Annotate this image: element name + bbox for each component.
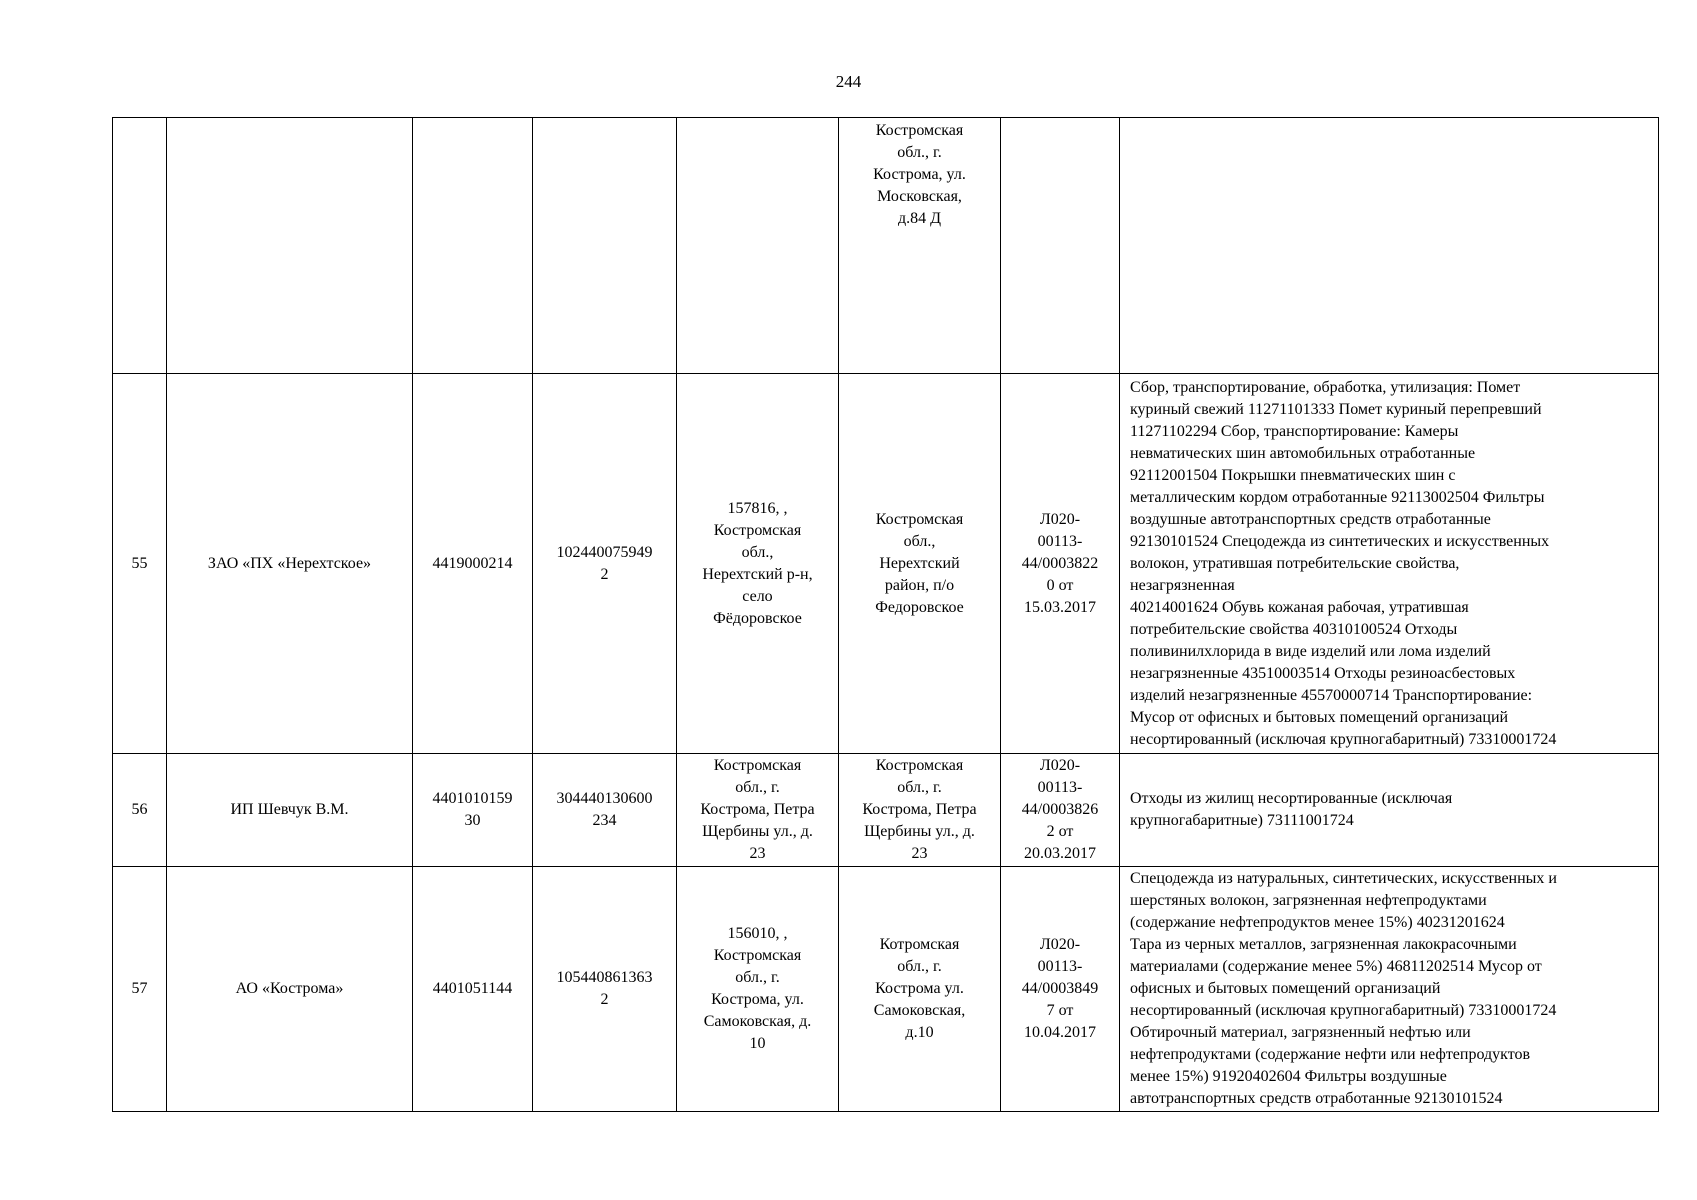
waste-line: невматических шин автомобильных отработанные — [1130, 444, 1476, 462]
address-line: 156010, , — [727, 925, 788, 942]
ogrn-line: 234 — [592, 812, 617, 829]
address-line: Котромская — [879, 936, 960, 953]
waste-line: Отходы из жилищ несортированные (исключая — [1130, 790, 1453, 807]
waste-line: Спецодежда из натуральных, синтетических, искусственных и — [1130, 870, 1557, 887]
license-line: 44/0003822 — [1021, 554, 1099, 572]
waste-types-cell — [1120, 118, 1659, 374]
waste-line: Тара из черных металлов, загрязненная лакокрасочными — [1130, 936, 1517, 953]
license-registry-table — [112, 117, 1659, 1112]
waste-line: Сбор, транспортирование, обработка, утилизация: Помет — [1130, 378, 1521, 396]
license-cell — [1001, 754, 1120, 867]
activity-address-cell — [839, 867, 1001, 1112]
waste-line: воздушные автотранспортных средств отработанные — [1130, 510, 1491, 528]
activity-address-cell — [839, 754, 1001, 867]
address-line: д.10 — [905, 1024, 934, 1041]
row-number-cell: 55 — [113, 374, 167, 754]
legal-address-cell — [677, 754, 839, 867]
ogrn-line: 2 — [600, 991, 609, 1008]
organization-name-cell: АО «Кострома» — [167, 867, 413, 1112]
license-line: 20.03.2017 — [1024, 845, 1096, 862]
license-line: 00113- — [1037, 532, 1083, 550]
address-line: обл., г. — [897, 779, 942, 796]
waste-line: шерстяных волокон, загрязненная нефтепродуктами — [1130, 892, 1487, 909]
address-line: обл., г. — [897, 144, 942, 161]
address-line: Щербины ул., д. — [702, 823, 813, 840]
row-number-cell: 57 — [113, 867, 167, 1112]
waste-line: металлическим кордом отработанные 92113002504 Фильтры — [1130, 488, 1545, 506]
waste-line: менее 15%) 91920402604 Фильтры воздушные — [1130, 1068, 1447, 1085]
waste-line: материалами (содержание менее 5%) 46811202514 Мусор от — [1130, 958, 1542, 975]
address-line: обл., г. — [735, 779, 780, 796]
organization-name-cell — [167, 118, 413, 374]
address-line: обл., — [903, 532, 936, 550]
waste-line: изделий незагрязненные 45570000714 Транспортирование: — [1130, 686, 1533, 704]
address-line: Костромская — [875, 122, 964, 139]
ogrn-line: 2 — [600, 565, 609, 583]
address-line: Фёдоровское — [713, 609, 802, 627]
license-line: 0 от — [1046, 576, 1074, 594]
waste-line: крупногабаритные) 73111001724 — [1130, 812, 1354, 829]
ogrn-line: 105440861363 — [556, 969, 653, 986]
ogrn-cell — [533, 374, 677, 754]
address-line: Московская, — [877, 188, 962, 205]
organization-name-cell: ЗАО «ПХ «Нерехтское» — [167, 374, 413, 754]
license-line: 44/0003849 — [1021, 980, 1099, 997]
address-line: Щербины ул., д. — [864, 823, 975, 840]
waste-line: автотранспортных средств отработанные 92130101524 — [1130, 1090, 1503, 1107]
waste-line: офисных и бытовых помещений организаций — [1130, 980, 1441, 997]
license-line: Л020- — [1039, 936, 1081, 953]
address-line: Костромская — [713, 757, 802, 774]
legal-address-cell — [677, 374, 839, 754]
inn-cell: 4419000214 — [413, 374, 533, 754]
address-line: Кострома, ул. — [873, 166, 966, 183]
waste-line: 11271102294 Сбор, транспортирование: Камеры — [1130, 422, 1459, 440]
address-line: обл., г. — [735, 969, 780, 986]
address-line: обл., — [741, 543, 774, 561]
waste-types-cell — [1120, 867, 1659, 1112]
address-line: Нерехтский р-н, — [702, 565, 813, 583]
waste-line: 40214001624 Обувь кожаная рабочая, утратившая — [1130, 598, 1469, 616]
address-line: 10 — [749, 1035, 766, 1052]
address-line: 157816, , — [727, 499, 788, 517]
row-number-cell: 56 — [113, 754, 167, 867]
address-line: Костромская — [875, 757, 964, 774]
license-line: Л020- — [1039, 757, 1081, 774]
waste-line: Мусор от офисных и бытовых помещений организаций — [1130, 708, 1509, 726]
waste-types-cell — [1120, 374, 1659, 754]
address-line: Нерехтский — [879, 554, 960, 572]
activity-address-cell — [839, 118, 1001, 374]
row-number-cell — [113, 118, 167, 374]
table-row — [113, 754, 1659, 867]
inn-line: 4401010159 — [432, 790, 513, 807]
address-line: Костромская — [875, 510, 964, 528]
inn-cell — [413, 754, 533, 867]
legal-address-cell — [677, 867, 839, 1112]
activity-address-cell — [839, 374, 1001, 754]
license-line: 2 от — [1046, 823, 1074, 840]
address-line: район, п/о — [884, 576, 955, 594]
inn-line: 30 — [464, 812, 481, 829]
waste-line: поливинилхлорида в виде изделий или лома изделий — [1130, 642, 1491, 660]
address-line: обл., г. — [897, 958, 942, 975]
waste-line: незагрязненная — [1130, 576, 1235, 594]
address-line: село — [742, 587, 773, 605]
inn-cell: 4401051144 — [413, 867, 533, 1112]
address-line: 23 — [749, 845, 766, 862]
inn-cell — [413, 118, 533, 374]
address-line: Костромская — [713, 947, 802, 964]
waste-line: волокон, утратившая потребительские свойства, — [1130, 554, 1460, 572]
waste-line: 92130101524 Спецодежда из синтетических и искусственных — [1130, 532, 1550, 550]
license-cell — [1001, 867, 1120, 1112]
license-cell — [1001, 374, 1120, 754]
table-row — [113, 118, 1659, 374]
ogrn-cell — [533, 867, 677, 1112]
organization-name-cell: ИП Шевчук В.М. — [167, 754, 413, 867]
waste-line: 92112001504 Покрышки пневматических шин с — [1130, 466, 1456, 484]
license-line: 00113- — [1037, 779, 1083, 796]
address-line: Костромская — [713, 521, 802, 539]
address-line: Федоровское — [875, 598, 964, 616]
waste-line: несортированный (исключая крупногабаритный) 73310001724 — [1130, 1002, 1557, 1019]
waste-line: незагрязненные 43510003514 Отходы резиноасбестовых — [1130, 664, 1516, 682]
license-line: 10.04.2017 — [1024, 1024, 1096, 1041]
ogrn-cell — [533, 754, 677, 867]
table-row — [113, 867, 1659, 1112]
waste-types-cell — [1120, 754, 1659, 867]
address-line: Самоковская, д. — [703, 1013, 812, 1030]
license-line: 00113- — [1037, 958, 1083, 975]
address-line: Кострома, Петра — [700, 801, 815, 818]
address-line: Кострома, Петра — [862, 801, 977, 818]
waste-line: куриный свежий 11271101333 Помет куриный перепревший — [1130, 400, 1542, 418]
license-line: 15.03.2017 — [1024, 598, 1096, 616]
license-cell — [1001, 118, 1120, 374]
license-line: 7 от — [1046, 1002, 1074, 1019]
legal-address-cell — [677, 118, 839, 374]
address-line: Самоковская, — [873, 1002, 966, 1019]
waste-line: (содержание нефтепродуктов менее 15%) 40231201624 — [1130, 914, 1505, 931]
address-line: Кострома ул. — [875, 980, 964, 997]
waste-line: нефтепродуктами (содержание нефти или нефтепродуктов — [1130, 1046, 1531, 1063]
license-line: Л020- — [1039, 510, 1081, 528]
ogrn-line: 304440130600 — [556, 790, 653, 807]
waste-line: несортированный (исключая крупногабаритный) 73310001724 — [1130, 730, 1557, 748]
page-number: 244 — [835, 72, 862, 91]
waste-line: потребительские свойства 40310100524 Отходы — [1130, 620, 1458, 638]
table-row — [113, 374, 1659, 754]
waste-line: Обтирочный материал, загрязненный нефтью или — [1130, 1024, 1471, 1041]
ogrn-line: 102440075949 — [556, 543, 653, 561]
address-line: 23 — [911, 845, 928, 862]
license-line: 44/0003826 — [1021, 801, 1099, 818]
address-line: д.84 Д — [897, 210, 942, 227]
ogrn-cell — [533, 118, 677, 374]
address-line: Кострома, ул. — [711, 991, 804, 1008]
